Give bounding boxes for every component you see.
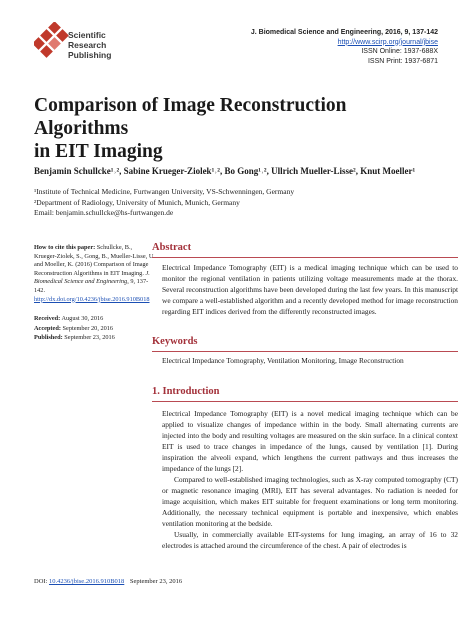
intro-paragraph-2: Compared to well-established imaging technologies, such as X-ray computed tomography (CT) or magnetic resonance imaging (MRI), EIT has several advantages. No radiation is needed for image acquisition, which makes EIT suitable for frequent examinations or long term monitoring. Additionally, the necessary technical equipment is portable and inexpensive, which enables ventilation monitoring at the bedside. — [162, 475, 458, 528]
paper-title-line2: in EIT Imaging — [34, 141, 163, 162]
footer-doi-label: DOI: — [34, 578, 48, 585]
introduction-heading: 1. Introduction — [152, 386, 220, 397]
cite-text: Schullcke, B., Krueger-Ziolek, S., Gong, B., Mueller-Lisse, U. and Moeller, K. (2016) Comparison of Image Reconstruction Algorithms in EIT Imaging. — [34, 244, 155, 277]
affiliation-1: ¹Institute of Technical Medicine, Furtwangen University, VS-Schwenningen, Germany — [34, 187, 295, 196]
publication-dates — [34, 314, 115, 343]
cite-doi-link[interactable]: http://dx.doi.org/10.4236/jbise.2016.910B018 — [34, 295, 150, 303]
journal-url-link[interactable]: http://www.scirp.org/journal/jbise — [337, 38, 438, 46]
footer-date: September 23, 2016 — [129, 578, 183, 585]
cite-label: How to cite this paper: — [34, 244, 96, 251]
author-list: Benjamin Schullcke¹˒², Sabine Krueger-Ziolek¹˒², Bo Gong¹˒², Ullrich Mueller-Lisse², Knut Moeller¹ — [34, 166, 416, 176]
introduction-rule — [152, 401, 458, 402]
introduction-body — [162, 408, 458, 551]
received-label: Received: — [34, 315, 61, 322]
journal-info — [251, 28, 438, 66]
published-label: Published: — [34, 334, 63, 341]
received-date: August 30, 2016 — [61, 315, 104, 322]
cite-journal-name: J. Biomedical Science and Engineering — [34, 269, 150, 286]
keywords-rule — [152, 351, 458, 352]
publisher-name — [68, 30, 111, 60]
intro-paragraph-1: Electrical Impedance Tomography (EIT) is a novel medical imaging technique which can be applied to visualize changes of impedance within in the body. Small alternating currents are injected into the body and resulting voltages are measured on the skin surface. In a clinical context EIT is used to trace changes in impedance of the lungs, caused by ventilation [1]. During inspiration the alveoli expand, which lengthens the current pathways and thus increases the impedance of the lungs [2]. — [162, 409, 458, 473]
accepted-label: Accepted: — [34, 324, 61, 332]
abstract-text: Electrical Impedance Tomography (EIT) is a medical imaging technique which can be used to monitor the regional ventilation in patients utilizing voltage measurements made at the thorax. Several reconstruction algorithms have been developed during the last few years. In this manuscript we compare a well-established algorithm and a recently developed method for image reconstruction regarding EIT indices derived from the differently reconstructed images. — [162, 263, 458, 316]
affiliations — [34, 187, 294, 219]
cite-volume-pages: , 9, 137-142. — [34, 278, 149, 294]
published-date: September 23, 2016 — [64, 334, 115, 341]
issn-online: ISSN Online: 1937-688X — [361, 48, 438, 55]
keywords-text: Electrical Impedance Tomography, Ventilation Monitoring, Image Reconstruction — [162, 356, 404, 365]
citation-box — [34, 244, 156, 304]
author-email: Email: benjamin.schullcke@hs-furtwangen.de — [34, 208, 174, 217]
issn-print: ISSN Print: 1937-6871 — [367, 57, 438, 65]
page-footer — [34, 578, 182, 585]
intro-paragraph-3: Usually, in commercially available EIT-systems for lung imaging, an array of 16 to 32 electrodes is attached around the circumference of the chest. A pair of electrodes is — [162, 530, 458, 550]
abstract-rule — [152, 257, 458, 258]
abstract-heading: Abstract — [152, 242, 192, 253]
paper-title-line1: Comparison of Image Reconstruction Algorithms — [34, 95, 347, 139]
affiliation-2: ²Department of Radiology, University of Munich, Munich, Germany — [34, 197, 240, 207]
accepted-date: September 20, 2016 — [62, 324, 114, 332]
publisher-name-line1: Scientific — [68, 30, 106, 40]
paper-title — [34, 94, 444, 163]
footer-doi-link[interactable]: 10.4236/jbise.2016.910B018 — [48, 578, 125, 585]
publisher-name-line2: Research — [68, 40, 107, 50]
journal-citation: J. Biomedical Science and Engineering, 2016, 9, 137-142 — [250, 29, 438, 36]
keywords-heading: Keywords — [152, 336, 198, 347]
publisher-name-line3: Publishing — [68, 50, 112, 60]
